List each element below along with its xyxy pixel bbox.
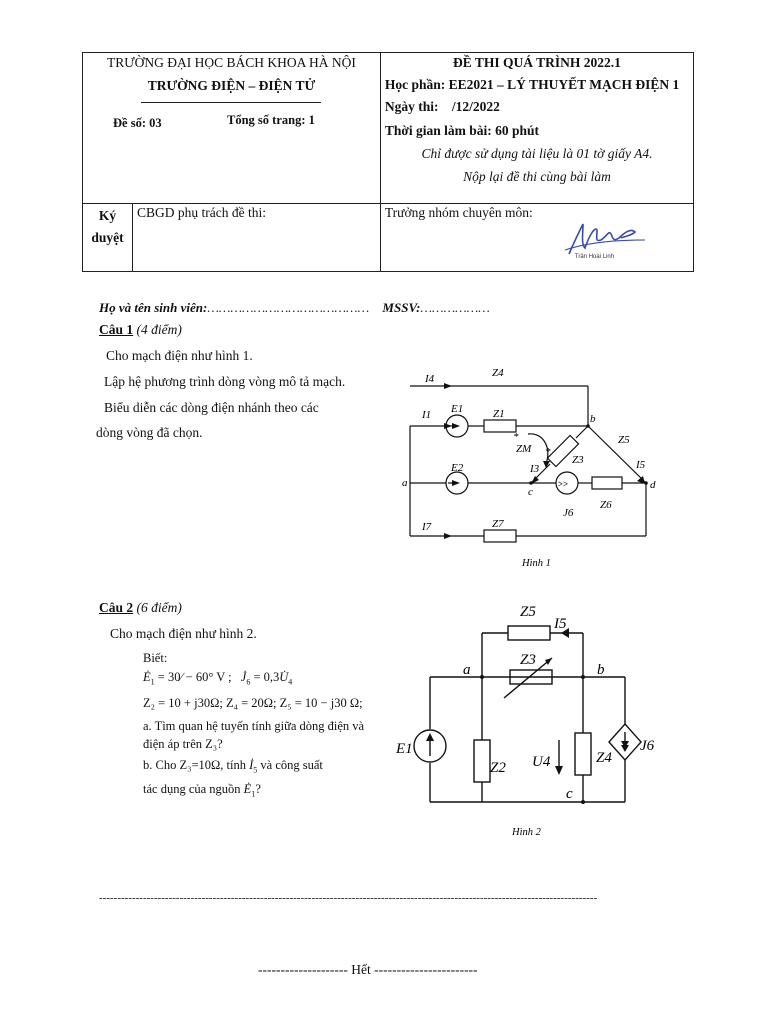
fig1-label-star-1: *	[513, 431, 519, 443]
fig2-label-b: b	[597, 662, 605, 678]
fig1-label-I7: I7	[422, 521, 432, 533]
fig2-label-Z5: Z5	[520, 604, 536, 620]
q2-part-a-2: điện áp trên Z₃?	[143, 737, 223, 751]
q2-points: (6 điểm)	[136, 600, 182, 615]
signer-name: Trần Hoài Linh	[574, 254, 615, 260]
fig2-label-Z2: Z2	[490, 760, 506, 776]
fig1-label-I3: I3	[530, 463, 540, 475]
lecturer-label: CBGD phụ trách đề thi:	[137, 205, 266, 220]
q2-part-b-1-tail: và công suất	[260, 758, 323, 772]
university-name: TRƯỜNG ĐẠI HỌC BÁCH KHOA HÀ NỘI	[106, 55, 356, 70]
q2-eq-j6-value: = 0,3	[253, 670, 280, 684]
header-right-cell	[380, 53, 693, 204]
fig1-label-Z7: Z7	[492, 518, 504, 530]
q1-line-4: dòng vòng đã chọn.	[96, 425, 203, 440]
header-divider	[141, 102, 321, 103]
fig2-label-a: a	[463, 662, 471, 678]
fig1-label-d: d	[650, 479, 656, 491]
fig1-label-I4: I4	[425, 373, 435, 385]
group-head-label: Trưởng nhóm chuyên môn:	[384, 205, 533, 220]
total-pages: Tổng số trang: 1	[227, 113, 315, 127]
q1-line-2: Lập hệ phương trình dòng vòng mô tả mạch.	[104, 374, 346, 389]
fig1-label-Z6: Z6	[600, 499, 612, 511]
exam-number: Đề số: 03	[113, 116, 162, 130]
fig2-label-J6: J6	[640, 738, 655, 754]
exam-title: ĐỀ THI QUÁ TRÌNH 2022.1	[453, 55, 621, 70]
fig1-label-Z1: Z1	[493, 408, 505, 420]
q2-part-b-1: b. Cho Z₃=10Ω, tính $İ_5$ và công suất	[143, 758, 323, 775]
header-left-cell	[83, 53, 381, 204]
fig1-label-J6: J6	[563, 507, 574, 519]
fig2-label-U4: U4	[532, 754, 551, 770]
footer-separator: ----------------------------------------------------------------------------------------------------------------------------------------	[99, 892, 598, 904]
sign-label-1: Ký	[98, 208, 117, 223]
note-submit: Nộp lại đề thi cùng bài làm	[463, 169, 611, 184]
q2-title: Câu 2	[99, 600, 134, 615]
q2-eq-e1-value: = 30∕ − 60° V ;	[157, 670, 232, 684]
course-name: Học phần: EE2021 – LÝ THUYẾT MẠCH ĐIỆN 1	[384, 77, 680, 92]
figure-2-caption: Hình 2	[512, 827, 541, 838]
q2-line-1: Cho mạch điện như hình 2.	[110, 626, 257, 641]
school-name: TRƯỜNG ĐIỆN – ĐIỆN TỬ	[147, 78, 316, 93]
fig2-label-I5: I5	[554, 616, 567, 632]
q2-eq-e1: $Ė_1$ = 30∕ − 60° V ; $J̇_6$ = $0,3U̇_4$	[143, 670, 293, 687]
fig1-label-E1: E1	[451, 403, 464, 415]
fig2-label-Z4: Z4	[596, 750, 612, 766]
fig1-label-b: b	[590, 413, 596, 425]
fig1-label-Z3: Z3	[572, 454, 584, 466]
fig1-label-Z5: Z5	[618, 434, 630, 446]
date-label: Ngày thi:	[384, 99, 439, 114]
current-source-symbol: >>	[557, 479, 569, 489]
date-value: /12/2022	[451, 99, 500, 114]
lecturer-cell	[133, 204, 381, 272]
fig2-label-c: c	[566, 786, 573, 802]
circuit-figure-2	[390, 598, 670, 844]
duration: Thời gian làm bài: 60 phút	[384, 123, 540, 138]
fig1-label-I5: I5	[636, 459, 646, 471]
group-head-cell	[380, 204, 693, 272]
student-id-label: MSSV:	[382, 300, 421, 315]
sign-label-2: duyệt	[91, 230, 124, 245]
q2-heading	[99, 600, 182, 616]
fig1-label-ZM: ZM	[516, 443, 532, 455]
exam-header-table	[82, 52, 694, 272]
q1-line-1: Cho mạch điện như hình 1.	[106, 348, 253, 363]
student-id-dots: ………………	[420, 300, 490, 315]
fig2-label-E1: E1	[396, 741, 413, 757]
q2-part-a-1: a. Tìm quan hệ tuyến tính giữa dòng điện và	[143, 719, 365, 733]
fig1-label-E2: E2	[451, 462, 464, 474]
q1-points: (4 điểm)	[136, 322, 182, 337]
fig1-label-I1: I1	[422, 409, 432, 421]
student-name-line	[99, 300, 490, 316]
sign-label-cell	[83, 204, 133, 272]
fig1-label-c: c	[528, 486, 533, 498]
fig2-label-Z3: Z3	[520, 652, 536, 668]
q2-eq-line-2: Z₂ = 10 + j30Ω; Z₄ = 20Ω; Z₅ = 10 − j30 Ω;	[143, 696, 363, 710]
student-name-label: Họ và tên sinh viên:	[99, 300, 208, 315]
footer-end: -------------------- Hết -----------------------	[258, 962, 478, 977]
q2-part-b-1-text: b. Cho Z₃=10Ω, tính	[143, 758, 246, 772]
figure-1-caption: Hình 1	[522, 558, 551, 569]
fig1-label-Z4: Z4	[492, 367, 504, 379]
q2-part-b-2-text: tác dụng của nguồn	[143, 782, 241, 796]
q2-part-b-2: tác dụng của nguồn $Ė_1$?	[143, 782, 261, 799]
q1-title: Câu 1	[99, 322, 134, 337]
q1-line-3: Biểu diễn các dòng điện nhánh theo các	[104, 400, 319, 415]
q2-given: Biết:	[143, 651, 168, 665]
fig1-label-star-2: *	[545, 446, 551, 458]
circuit-figure-1	[390, 360, 670, 570]
q1-heading	[99, 322, 182, 338]
fig1-label-a: a	[402, 477, 408, 489]
note-materials: Chỉ được sử dụng tài liệu là 01 tờ giấy A4.	[421, 146, 653, 161]
student-name-dots: ……………………………………	[207, 300, 370, 315]
